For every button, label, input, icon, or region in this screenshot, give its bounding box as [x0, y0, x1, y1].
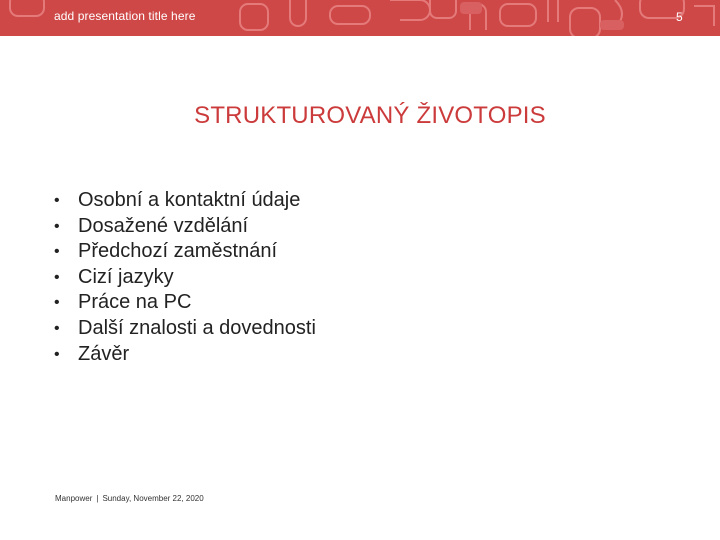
bullet-text: Závěr	[78, 342, 130, 365]
bullet-item	[54, 214, 316, 240]
bullet-icon: •	[54, 319, 60, 337]
bullet-text: Předchozí zaměstnání	[78, 240, 277, 263]
bullet-icon: •	[54, 217, 60, 235]
footer-separator: |	[96, 494, 99, 503]
presentation-title: add presentation title here	[54, 9, 196, 23]
bullet-text: Cizí jazyky	[78, 265, 174, 288]
bullet-text: Dosažené vzdělání	[78, 214, 249, 237]
bullet-icon: •	[54, 268, 60, 286]
bullet-item	[54, 265, 316, 291]
page-number: 5	[676, 10, 683, 24]
header-band	[0, 0, 720, 36]
bullet-text: Osobní a kontaktní údaje	[78, 189, 301, 211]
slide-title: STRUKTUROVANÝ ŽIVOTOPIS	[194, 102, 546, 129]
bullet-list	[54, 188, 316, 367]
bullet-icon: •	[54, 345, 60, 363]
bullet-item	[54, 239, 316, 265]
bullet-text: Další znalosti a dovednosti	[78, 316, 316, 339]
footer-date: Sunday, November 22, 2020	[102, 494, 204, 503]
bullet-icon: •	[54, 243, 60, 261]
bullet-item	[54, 316, 316, 342]
bullet-icon: •	[54, 294, 60, 312]
bullet-text: Práce na PC	[78, 291, 192, 314]
bullet-icon: •	[54, 192, 60, 209]
bullet-item	[54, 188, 316, 214]
bullet-item	[54, 342, 316, 368]
footer-company: Manpower	[55, 494, 93, 503]
footer	[55, 494, 204, 503]
bullet-item	[54, 290, 316, 316]
